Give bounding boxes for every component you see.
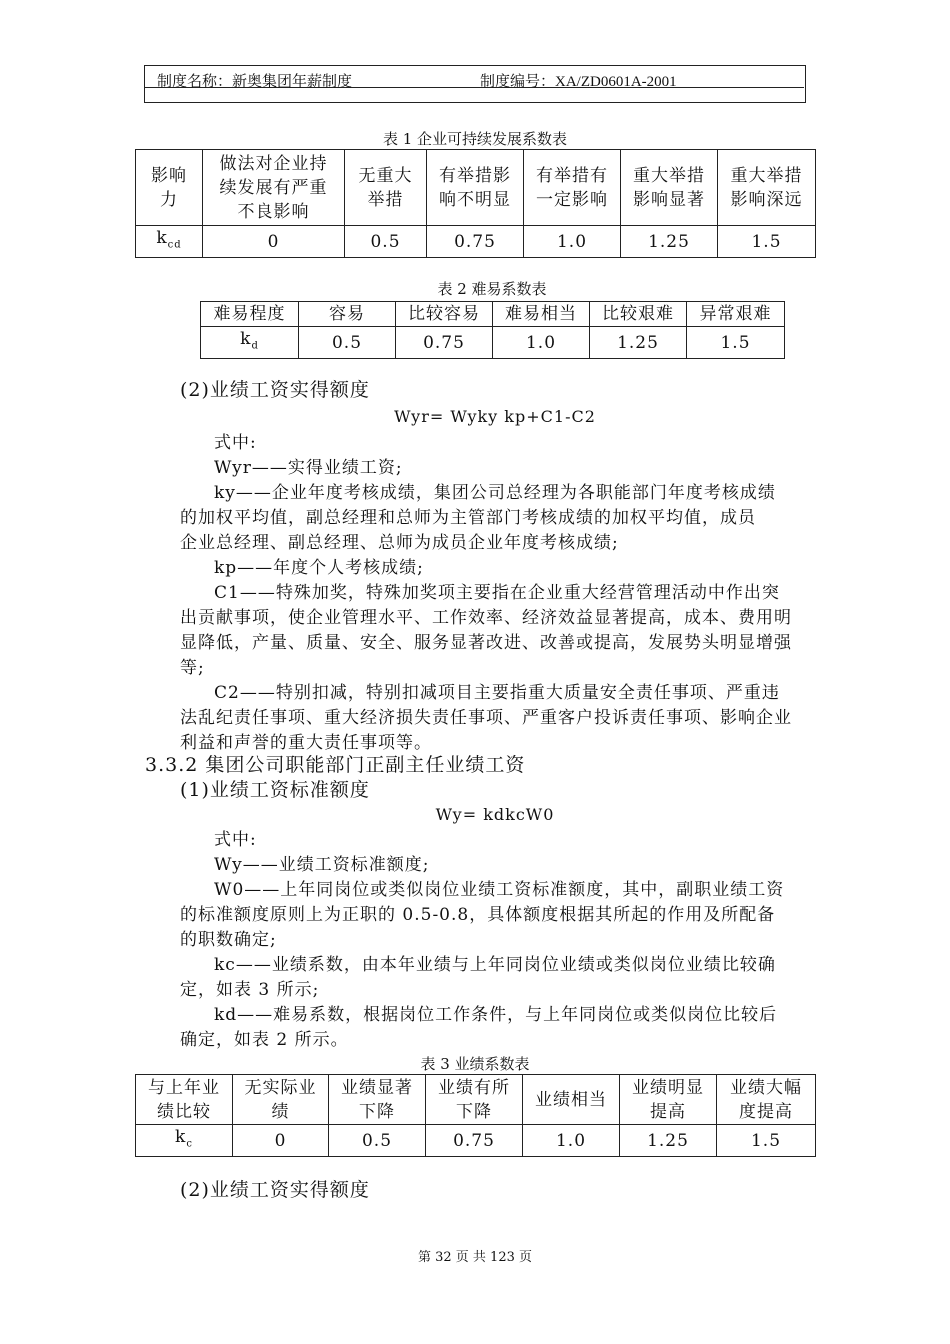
paragraph-line: C1——特殊加奖，特殊加奖项主要指在企业重大经营管理活动中作出突 xyxy=(214,583,780,603)
table3-caption: 表 3 业绩系数表 xyxy=(420,1055,530,1073)
table3-header-cell: 业绩大幅度提高 xyxy=(717,1075,816,1125)
paragraph-line: ky——企业年度考核成绩，集团公司总经理为各职能部门年度考核成绩 xyxy=(214,483,776,503)
section1-heading: (2)业绩工资实得额度 xyxy=(180,379,370,401)
table3-header-row xyxy=(136,1075,816,1125)
table2-value: 1.25 xyxy=(590,327,687,359)
paragraph-line: C2——特别扣减，特别扣减项目主要指重大质量安全责任事项、严重违 xyxy=(214,683,780,703)
table2-value-row xyxy=(201,327,785,359)
table2-row-label xyxy=(201,327,299,359)
table2-value: 0.5 xyxy=(299,327,396,359)
table3-row-label xyxy=(136,1125,233,1157)
table1-header-cell: 重大举措影响显著 xyxy=(621,150,718,226)
paragraph-line: 确定，如表 2 所示。 xyxy=(180,1030,349,1050)
paragraph-line: 法乱纪责任事项、重大经济损失责任事项、严重客户投诉责任事项、影响企业 xyxy=(180,708,792,728)
table3-header-cell: 业绩相当 xyxy=(523,1075,620,1125)
table1-value: 1.5 xyxy=(718,226,816,258)
table1-value: 1.25 xyxy=(621,226,718,258)
table3-header-cell: 与上年业绩比较 xyxy=(136,1075,233,1125)
table2-value: 1.0 xyxy=(493,327,590,359)
table2-header-cell: 容易 xyxy=(299,302,396,327)
table2-header-cell: 比较艰难 xyxy=(590,302,687,327)
table2-header-cell: 比较容易 xyxy=(396,302,493,327)
table3-row-subscript: c xyxy=(186,1138,193,1150)
section3-heading: (2)业绩工资实得额度 xyxy=(180,1179,370,1201)
paragraph-line: Wyr——实得业绩工资; xyxy=(214,458,403,478)
table3-header-cell: 业绩有所下降 xyxy=(426,1075,523,1125)
paragraph-line: kc——业绩系数，由本年业绩与上年同岗位业绩或类似岗位业绩比较确 xyxy=(214,955,776,975)
table3-header-cell: 无实际业绩 xyxy=(233,1075,329,1125)
page-number: 第 32 页 共 123 页 xyxy=(417,1250,533,1265)
paragraph-line: 定，如表 3 所示; xyxy=(180,980,320,1000)
table3-value: 0.75 xyxy=(426,1125,523,1157)
table3-value: 0 xyxy=(233,1125,329,1157)
table3-value: 0.5 xyxy=(329,1125,426,1157)
table1-value-row xyxy=(136,226,816,258)
paragraph-line: 显降低，产量、质量、安全、服务显著改进、改善或提高，发展势头明显增强 xyxy=(180,633,792,653)
paragraph-line: 的加权平均值，副总经理和总师为主管部门考核成绩的加权平均值，成员 xyxy=(180,508,756,528)
table2-value: 0.75 xyxy=(396,327,493,359)
table1-value: 0 xyxy=(203,226,345,258)
paragraph-line: kd——难易系数，根据岗位工作条件，与上年同岗位或类似岗位比较后 xyxy=(214,1005,778,1025)
table3-header-cell: 业绩显著下降 xyxy=(329,1075,426,1125)
table2-value: 1.5 xyxy=(687,327,785,359)
paragraph-line: 企业总经理、副总经理、总师为成员企业年度考核成绩; xyxy=(180,533,619,553)
paragraph-line: kp——年度个人考核成绩; xyxy=(214,558,424,578)
paragraph-line: 的职数确定; xyxy=(180,930,277,950)
table1-value: 1.0 xyxy=(524,226,621,258)
paragraph-line: 等; xyxy=(180,658,205,678)
table3-value: 1.0 xyxy=(523,1125,620,1157)
table1-header-row xyxy=(136,150,816,226)
section2-heading: 3.3.2 集团公司职能部门正副主任业绩工资 xyxy=(145,754,526,776)
section2-subheading: (1)业绩工资标准额度 xyxy=(180,779,370,801)
table3-value: 1.5 xyxy=(717,1125,816,1157)
table1-header-cell: 无重大举措 xyxy=(345,150,427,226)
paragraph-line: 式中: xyxy=(214,433,257,453)
table1-caption: 表 1 企业可持续发展系数表 xyxy=(382,130,568,148)
table1-value: 0.5 xyxy=(345,226,427,258)
table3-header-cell: 业绩明显提高 xyxy=(620,1075,717,1125)
paragraph-line: W0——上年同岗位或类似岗位业绩工资标准额度，其中，副职业绩工资 xyxy=(214,880,785,900)
paragraph-line: 式中: xyxy=(214,830,257,850)
table3-value: 1.25 xyxy=(620,1125,717,1157)
document-name: 制度名称：新奥集团年薪制度 xyxy=(157,74,353,90)
table2-header-cell: 异常艰难 xyxy=(687,302,785,327)
table3-value-row xyxy=(136,1125,816,1157)
paragraph-line: Wy——业绩工资标准额度; xyxy=(214,855,430,875)
section1-formula: Wyr= Wyky kp+C1-C2 xyxy=(394,407,596,426)
table1-header-cell: 重大举措影响深远 xyxy=(718,150,816,226)
table2-caption: 表 2 难易系数表 xyxy=(437,280,547,298)
section2-formula: Wy= kdkcW0 xyxy=(435,805,555,824)
table1-header-cell: 做法对企业持续发展有严重不良影响 xyxy=(203,150,345,226)
table1-row-symbol: k xyxy=(156,228,168,248)
table1-header-cell: 有举措影响不明显 xyxy=(427,150,524,226)
paragraph-line: 的标准额度原则上为正职的 0.5-0.8，具体额度根据其所起的作用及所配备 xyxy=(180,905,776,925)
table2 xyxy=(200,301,785,359)
table2-header-cell: 难易程度 xyxy=(201,302,299,327)
paragraph-line: 利益和声誉的重大责任事项等。 xyxy=(180,733,432,753)
document-code: 制度编号：XA/ZD0601A-2001 xyxy=(480,74,677,90)
paragraph-line: 出贡献事项，使企业管理水平、工作效率、经济效益显著提高，成本、费用明 xyxy=(180,608,792,628)
table3-row-symbol: k xyxy=(175,1127,187,1147)
table1 xyxy=(135,149,816,258)
table1-row-subscript: cd xyxy=(167,239,182,251)
table1-value: 0.75 xyxy=(427,226,524,258)
table3 xyxy=(135,1074,816,1157)
table2-row-subscript: d xyxy=(251,340,259,352)
table1-header-cell: 影响力 xyxy=(136,150,203,226)
table2-row-symbol: k xyxy=(240,329,252,349)
table1-row-label xyxy=(136,226,203,258)
table2-header-row xyxy=(201,302,785,327)
table2-header-cell: 难易相当 xyxy=(493,302,590,327)
table1-header-cell: 有举措有一定影响 xyxy=(524,150,621,226)
